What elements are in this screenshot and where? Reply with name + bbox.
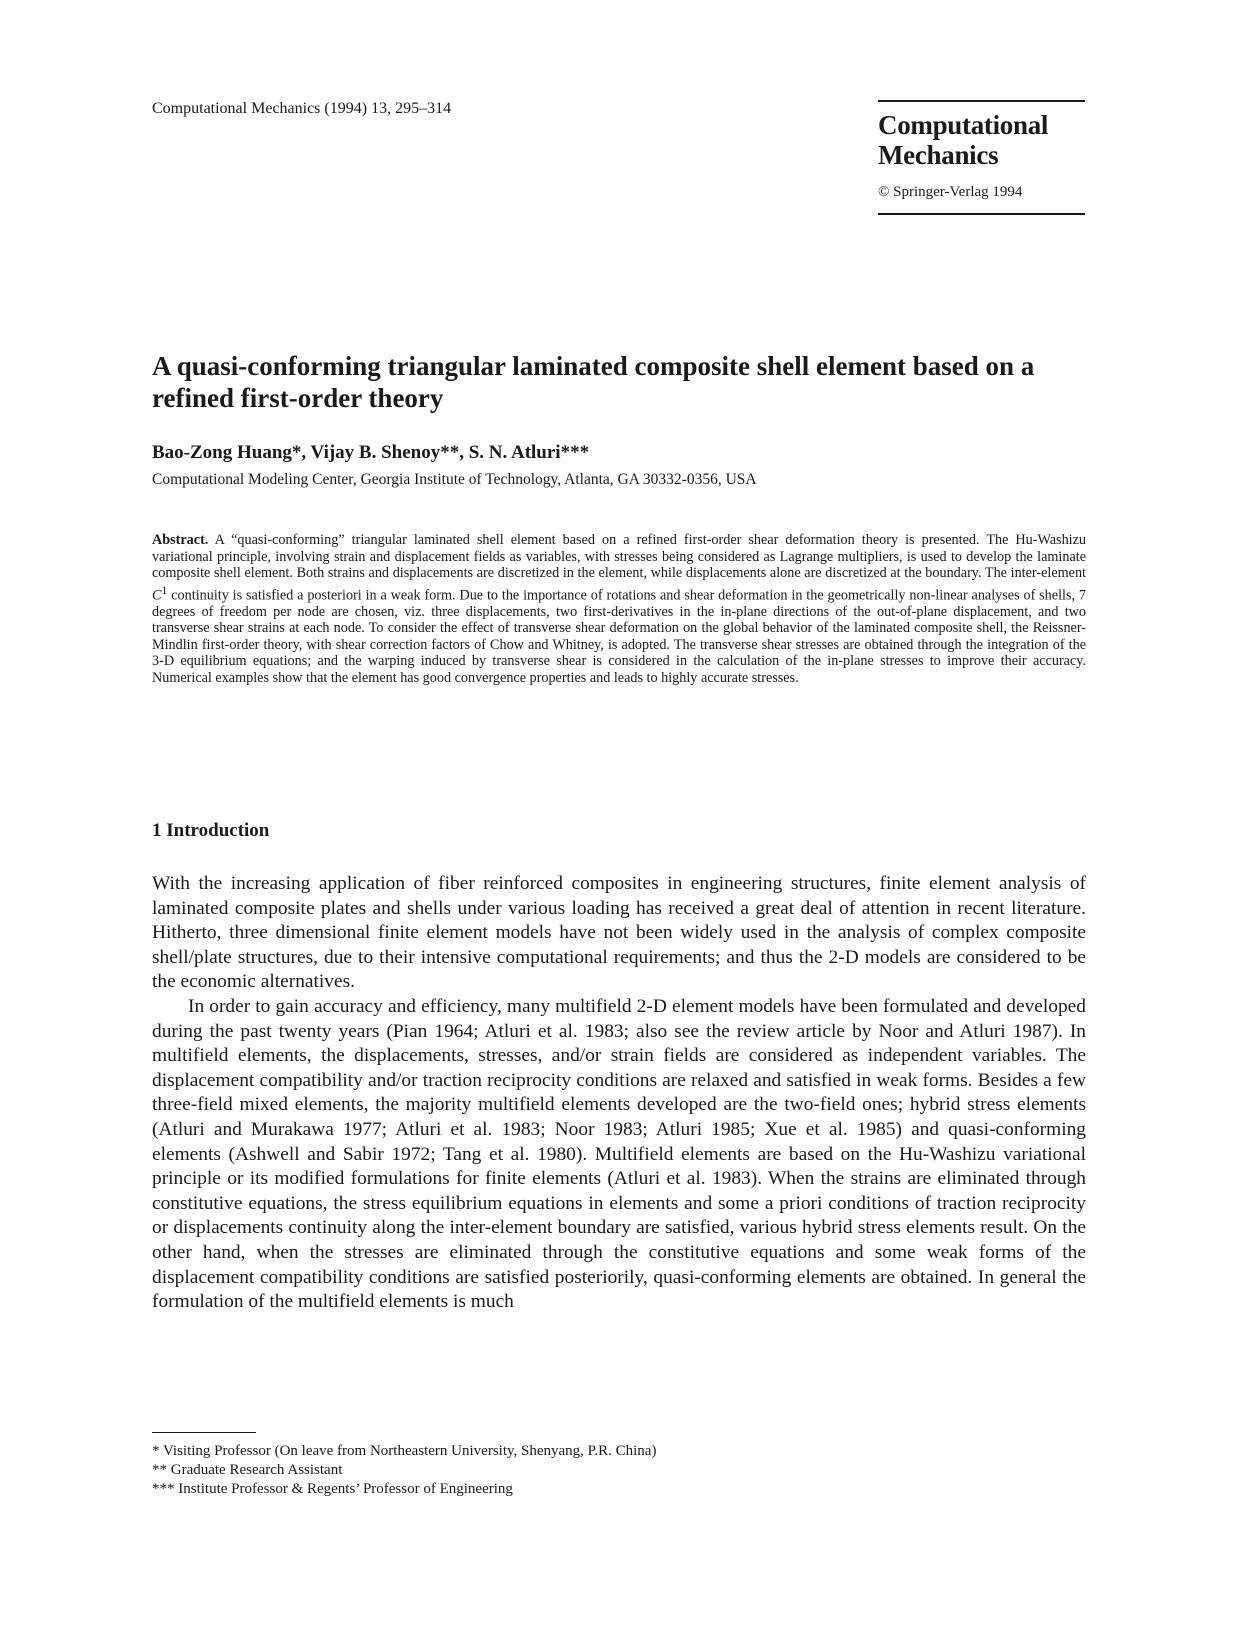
body-text bbox=[152, 872, 1086, 1315]
section-heading: 1 Introduction bbox=[152, 820, 270, 841]
abstract-text-part2: continuity is satisfied a posteriori in a weak form. Due to the importance of rotations and shear deformation in the geometrically non-linear analyses of shells, 7 degrees of freedom per node are chosen, viz. three displacements, two first-derivatives in the in-plane directions of the out-of-plane displacement, and two transverse shear strains at each node. To consider the effect of transverse shear deformation on the global behavior of the laminated composite shell, the Reissner-Mindlin first-order theory, with shear correction factors of Chow and Whitney, is adopted. The transverse shear stresses are obtained through the integration of the 3-D equilibrium equations; and the warping induced by transverse shear is considered in the calculation of the in-plane stresses to improve their accuracy. Numerical examples show that the element has good convergence properties and leads to highly accurate stresses. bbox=[152, 587, 1086, 686]
body-paragraph-2: In order to gain accuracy and efficiency, many multifield 2-D element models have been formulated and developed during the past twenty years (Pian 1964; Atluri et al. 1983; also see the review article by Noor and Atluri 1987). In multifield elements, the displacements, stresses, and/or strain fields are considered as independent variables. The displacement compatibility and/or traction reciprocity conditions are relaxed and satisfied in weak forms. Besides a few three-field mixed elements, the majority multifield elements developed are the two-field ones; hybrid stress elements (Atluri and Murakawa 1977; Atluri et al. 1983; Noor 1983; Atluri 1985; Xue et al. 1985) and quasi-conforming elements (Ashwell and Sabir 1972; Tang et al. 1980). Multifield elements are based on the Hu-Washizu variational principle or its modified formulations for finite elements (Atluri et al. 1983). When the strains are eliminated through constitutive equations, the stress equilibrium equations in elements and some a priori conditions of traction reciprocity or displacements continuity along the inter-element boundary are satisfied, various hybrid stress elements result. On the other hand, when the stresses are eliminated through the constitutive equations and some weak forms of the displacement compatibility conditions are satisfied posteriorily, quasi-conforming elements are obtained. In general the formulation of the multifield elements is much bbox=[152, 995, 1086, 1313]
paper-title: A quasi-conforming triangular laminated composite shell element based on a refined first-order theory bbox=[152, 351, 1035, 413]
footnotes bbox=[152, 1442, 656, 1499]
abstract-label: Abstract. bbox=[152, 532, 209, 548]
author-affiliation: Computational Modeling Center, Georgia Institute of Technology, Atlanta, GA 30332-0356, USA bbox=[152, 471, 757, 488]
journal-name bbox=[878, 110, 1085, 170]
copyright-notice: © Springer-Verlag 1994 bbox=[878, 184, 1023, 200]
masthead-bottom-rule bbox=[878, 213, 1085, 215]
footnote-rule bbox=[152, 1432, 256, 1433]
abstract-text-part1: A “quasi-conforming” triangular laminated shell element based on a refined first-order shear deformation theory is presented. The Hu-Washizu variational principle, involving strain and displacement fields as variables, with stresses being considered as Lagrange multipliers, is used to develop the laminate composite shell element. Both strains and displacements are discretized in the element, while displacements alone are discretized at the boundary. The inter-element bbox=[152, 532, 1086, 581]
abstract bbox=[152, 532, 1086, 686]
journal-name-line2: Mechanics bbox=[878, 140, 999, 170]
footnote-1: * Visiting Professor (On leave from Northeastern University, Shenyang, P.R. China) bbox=[152, 1443, 657, 1459]
body-paragraph-1: With the increasing application of fiber reinforced composites in engineering structures, finite element analysis of laminated composite plates and shells under various loading has received a great deal of attention in recent literature. Hitherto, three dimensional finite element models have not been widely used in the analysis of complex composite shell/plate structures, due to their intensive computational requirements; and thus the 2-D models are considered to be the economic alternatives. bbox=[152, 873, 1086, 993]
abstract-math-superscript: 1 bbox=[161, 582, 168, 597]
journal-citation: Computational Mechanics (1994) 13, 295–314 bbox=[152, 100, 452, 117]
author-list: Bao-Zong Huang*, Vijay B. Shenoy**, S. N. Atluri*** bbox=[152, 442, 590, 463]
journal-masthead bbox=[878, 100, 1085, 215]
masthead-top-rule bbox=[878, 100, 1085, 102]
journal-name-line1: Computational bbox=[878, 110, 1049, 140]
abstract-math-symbol: C bbox=[152, 587, 162, 604]
footnote-2: ** Graduate Research Assistant bbox=[152, 1462, 343, 1478]
footnote-3: *** Institute Professor & Regents’ Professor of Engineering bbox=[152, 1481, 513, 1497]
